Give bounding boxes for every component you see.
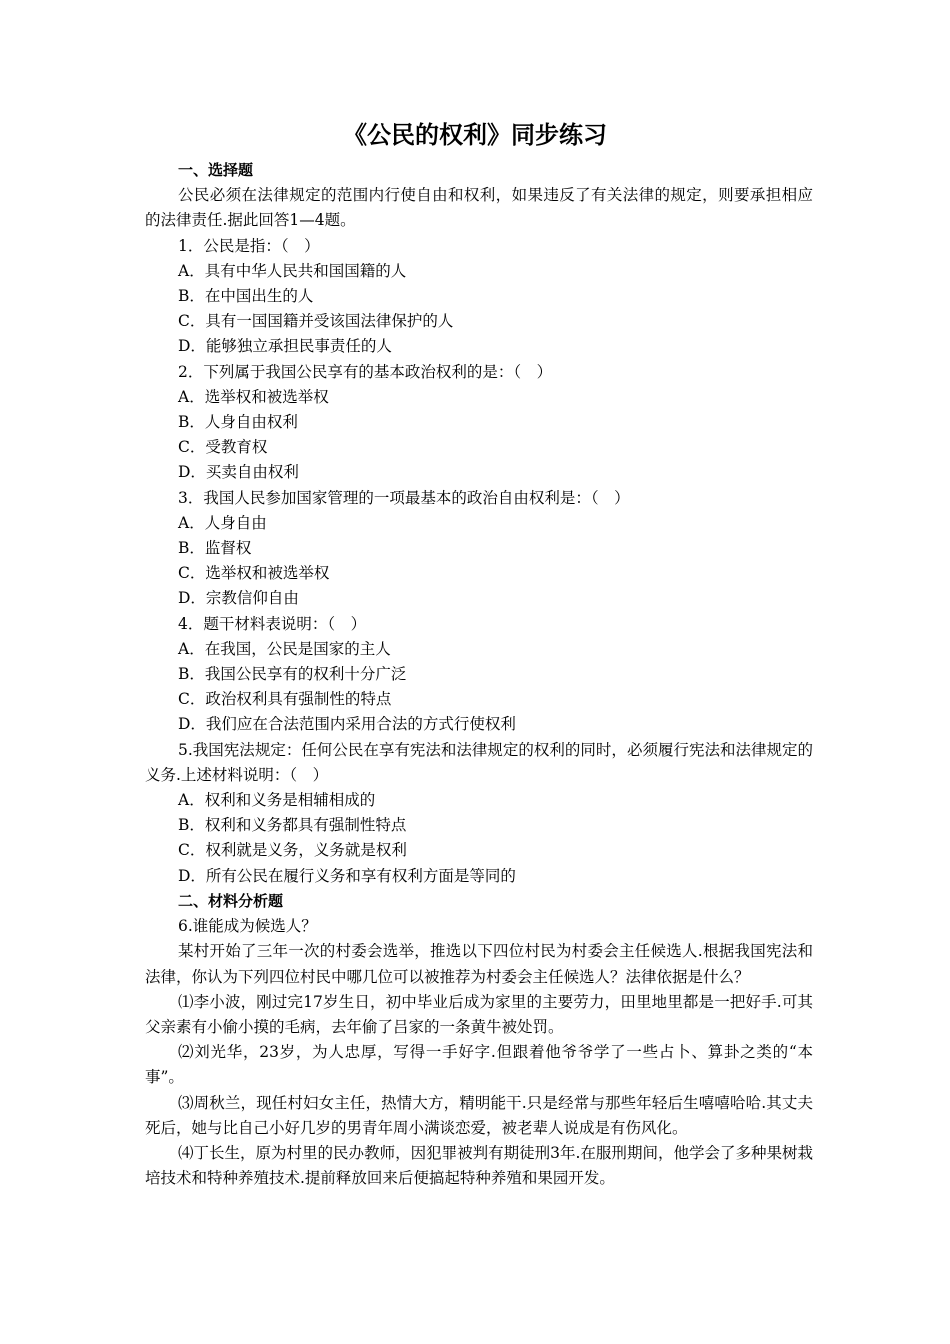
question-stem: 3．我国人民参加国家管理的一项最基本的政治自由权利是：（ ） <box>178 488 630 507</box>
choice-intro-paragraph: 公民必须在法律规定的范围内行使自由和权利，如果违反了有关法律的规定，则要承担相应的法律责任.据此回答1—4题。 <box>145 186 813 230</box>
option: B．在中国出生的人 <box>178 287 314 306</box>
option: C．具有一国国籍并受该国法律保护的人 <box>178 312 454 331</box>
question-5 <box>145 738 813 889</box>
page-title: 《公民的权利》同步练习 <box>343 121 607 149</box>
question-6-intro: 某村开始了三年一次的村委会选举，推选以下四位村民为村委会主任候选人.根据我国宪法和法律，你认为下列四位村民中哪几位可以被推荐为村委会主任候选人？法律依据是什么？ <box>145 942 813 986</box>
option: C．政治权利具有强制性的特点 <box>178 690 392 709</box>
option: D．宗教信仰自由 <box>178 589 299 608</box>
option: B．人身自由权利 <box>178 413 298 432</box>
option: A．权利和义务是相辅相成的 <box>178 791 376 810</box>
question-1 <box>145 234 813 360</box>
option: B．我国公民享有的权利十分广泛 <box>178 665 407 684</box>
option: D．能够独立承担民事责任的人 <box>178 337 392 356</box>
question-4 <box>145 612 813 738</box>
section-heading-choice: 一、选择题 <box>178 161 254 179</box>
option: D．我们应在合法范围内采用合法的方式行使权利 <box>178 715 516 734</box>
option: A．人身自由 <box>178 513 267 532</box>
option: C．受教育权 <box>178 438 268 457</box>
case-item: ⑴李小波，刚过完17岁生日，初中毕业后成为家里的主要劳力，田里地里都是一把好手.可其父亲素有小偷小摸的毛病，去年偷了吕家的一条黄牛被处罚。 <box>145 992 813 1036</box>
section-heading-analysis: 二、材料分析题 <box>178 891 284 910</box>
option: A．在我国，公民是国家的主人 <box>178 639 391 658</box>
case-item: ⑵刘光华，23岁，为人忠厚，写得一手好字.但跟着他爷爷学了一些占卜、算卦之类的“本事”。 <box>145 1043 813 1087</box>
question-stem: 4．题干材料表说明：（ ） <box>178 614 367 633</box>
question-2 <box>145 360 813 486</box>
option: A．具有中华人民共和国国籍的人 <box>178 261 407 280</box>
option: D．买卖自由权利 <box>178 463 299 482</box>
question-6-title: 6.谁能成为候选人？ <box>178 917 317 936</box>
case-item: ⑷丁长生，原为村里的民办教师，因犯罪被判有期徒刑3年.在服刑期间，他学会了多种果树栽培技术和特种养殖技术.提前释放回来后便搞起特种养殖和果园开发。 <box>145 1143 813 1188</box>
question-stem: 2．下列属于我国公民享有的基本政治权利的是：（ ） <box>178 362 553 381</box>
question-stem: 1．公民是指：（ ） <box>178 236 320 255</box>
option: C．选举权和被选举权 <box>178 564 330 583</box>
option: B．监督权 <box>178 539 252 558</box>
option: B．权利和义务都具有强制性特点 <box>178 816 407 835</box>
case-item: ⑶周秋兰，现任村妇女主任，热情大方，精明能干.只是经常与那些年轻后生嘻嘻哈哈.其丈夫死后，她与比自己小好几岁的男青年周小满谈恋爱，被老辈人说成是有伤风化。 <box>145 1093 813 1137</box>
question-stem: 5.我国宪法规定：任何公民在享有宪法和法律规定的权利的同时，必须履行宪法和法律规定的义务.上述材料说明：（ ） <box>145 740 813 784</box>
option: C．权利就是义务，义务就是权利 <box>178 841 407 860</box>
option: D．所有公民在履行义务和享有权利方面是等同的 <box>178 866 516 885</box>
option: A．选举权和被选举权 <box>178 387 329 406</box>
document-body <box>145 158 813 1191</box>
question-3 <box>145 486 813 612</box>
